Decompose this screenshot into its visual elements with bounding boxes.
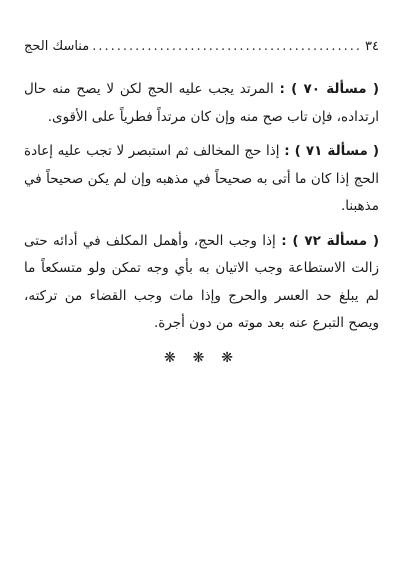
- page-number: ٣٤: [365, 39, 379, 54]
- page-header: [24, 38, 379, 56]
- section-ornament: ❋ ❋ ❋: [164, 349, 239, 366]
- running-title: مناسك الحج: [24, 39, 90, 54]
- issue-paragraph-72: [24, 228, 379, 338]
- page-body: [24, 76, 379, 372]
- issue-text: إذا حج المخالف ثم استبصر لا تجب عليه إعادة الحج إذا كان ما أتى به صحيحاً في مذهبه وإن لم يكن صحيحاً في مذهبنا.: [24, 143, 379, 214]
- issue-paragraph-70: [24, 76, 379, 131]
- issue-label: ( مسألة ٧٢ ) :: [281, 232, 380, 249]
- issue-paragraph-71: [24, 138, 379, 221]
- issue-text: المرتد يجب عليه الحج لكن لا يصح منه حال ارتداده، فإن تاب صح منه وإن كان مرتداً فطرياً على الأقوى.: [24, 81, 379, 125]
- issue-label: ( مسألة ٧٠ ) :: [279, 81, 380, 97]
- issue-text: إذا وجب الحج، وأهمل المكلف في أدائه حتى زالت الاستطاعة وجب الاتيان به بأي وجه تمكن ولو متسكعاً ما لم يبلغ حد العسر والحرج وإذا مات وجب القضاء من تركته، ويصح التبرع عنه بعد موته من دون أجرة.: [24, 232, 379, 331]
- issue-label: ( مسألة ٧١ ) :: [284, 143, 380, 159]
- header-leader-dots: [92, 38, 362, 56]
